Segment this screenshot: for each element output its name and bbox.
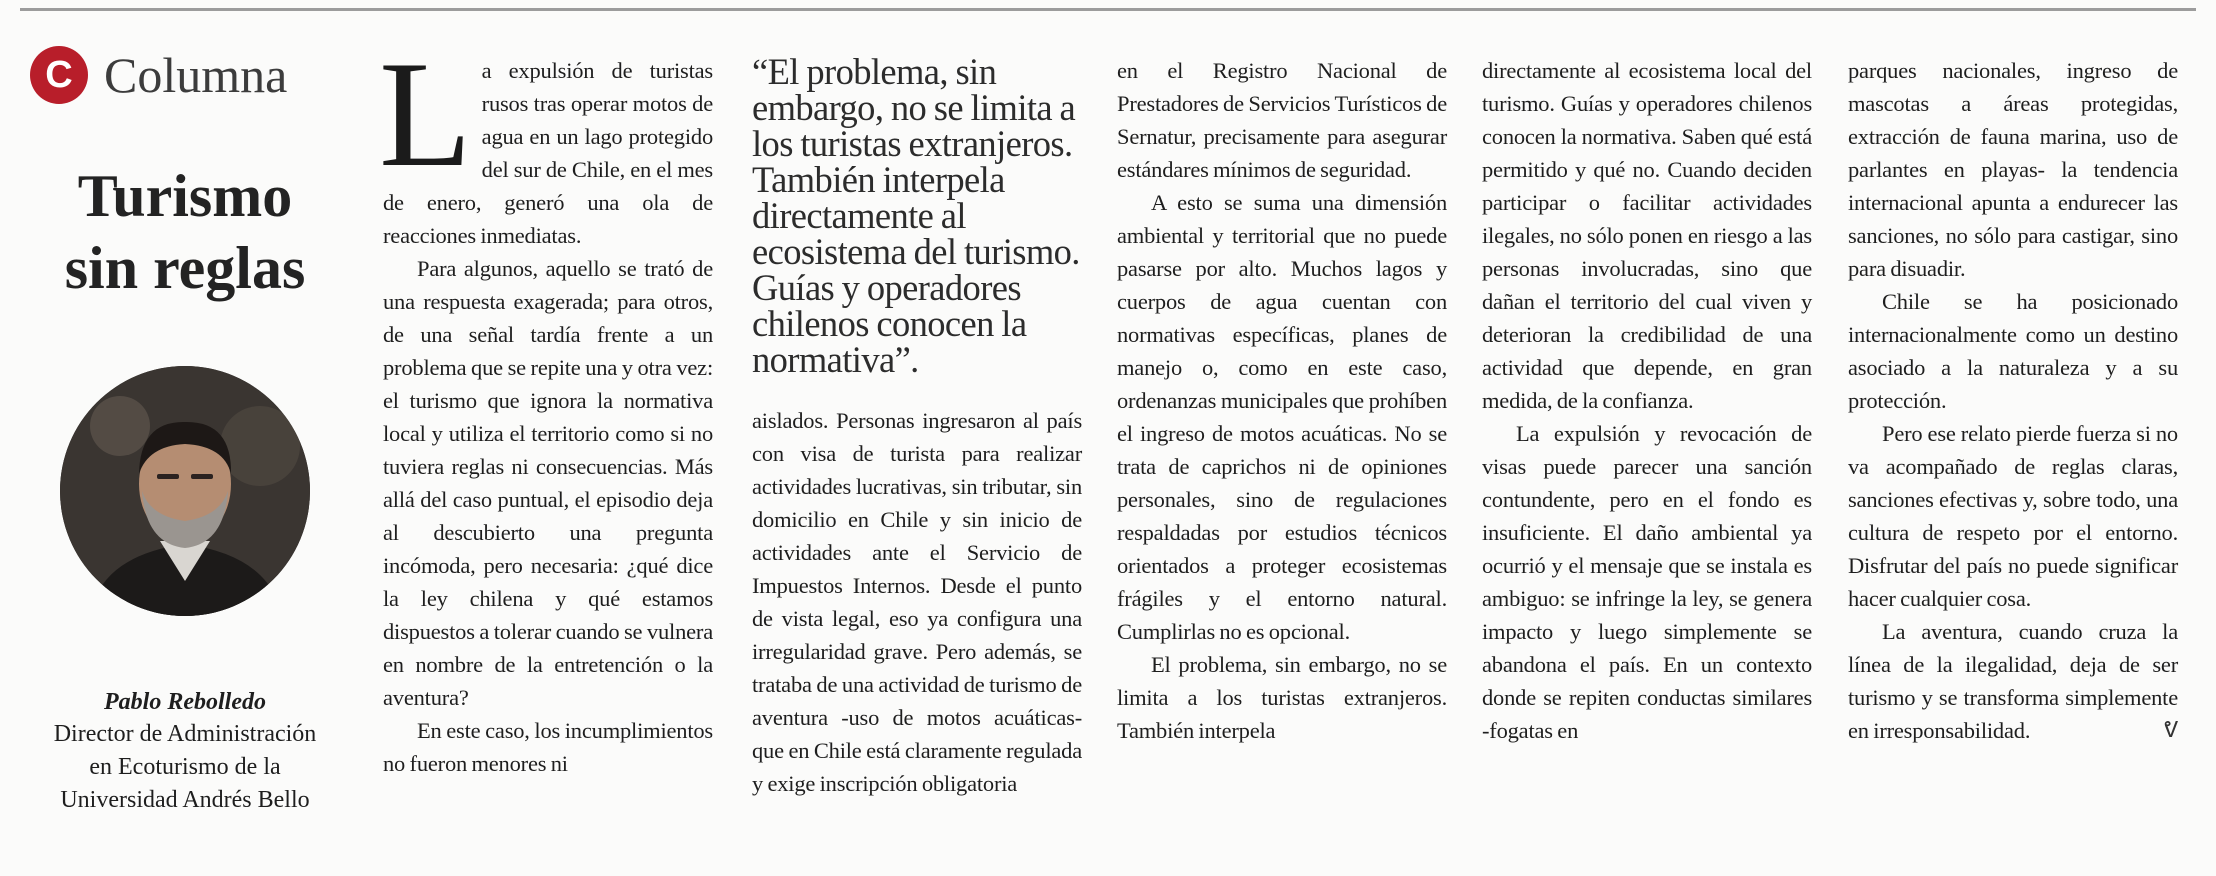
author-name: Pablo Rebolledo: [104, 689, 266, 715]
article-column-3: [1117, 54, 1447, 747]
pull-quote: “El problema, sin embargo, no se limita a los turistas extranjeros. También interpela directamente al ecosistema del turismo. Guías y operadores chilenos conocen la normativa”.: [752, 51, 1080, 380]
author-role-line-2: en Ecoturismo de la: [89, 754, 281, 780]
section-label: Columna: [104, 47, 288, 103]
paragraph-6-cont: parques nacionales, ingreso de mascotas a áreas protegidas, extracción de fauna marina, uso de parlantes en playas- la tendencia internacional apunta a endurecer las sanciones, no sólo para castigar, sino para disuadir.: [1848, 58, 2178, 281]
paragraph-7: Chile se ha posicionado internacionalmente como un destino asociado a la naturaleza y a su protección.: [1848, 289, 2178, 413]
headline-line-2: sin reglas: [64, 235, 306, 301]
drop-cap: L: [379, 30, 472, 198]
article-column-4: [1482, 54, 1812, 747]
column-sidebar: [20, 30, 350, 870]
end-mark-icon: ᕓ: [2163, 718, 2178, 743]
paragraph-4: A esto se suma una dimensión ambiental y territorial que no puede pasarse por alto. Muchos lagos y cuerpos de agua cuentan con normativas específicas, planes de manejo o, como en este caso, ordenanzas municipales que prohíben el ingreso de motos acuáticas. No se trata de caprichos ni de opiniones personales, sino de regulaciones respaldadas por estudios técnicos orientados a proteger ecosistemas frágiles y el entorno natural. Cumplirlas no es opcional.: [1117, 190, 1447, 644]
section-header: [20, 30, 350, 120]
author-photo: [60, 366, 310, 616]
paragraph-3-end: en el Registro Nacional de Prestadores de Servicios Turísticos de Sernatur, precisamente para asegurar estándares mínimos de seguridad.: [1117, 58, 1447, 182]
paragraph-5-start: El problema, sin embargo, no se limita a los turistas extranjeros. También interpela: [1117, 652, 1447, 743]
paragraph-6: La expulsión y revocación de visas puede parecer una sanción contundente, pero en el fondo es insuficiente. El daño ambiental ya ocurrió y el mensaje que se instala es ambiguo: se infringe la ley, se genera impacto y luego simplemente se abandona el país. En un contexto donde se repiten conductas similares -fogatas en: [1482, 421, 1812, 743]
top-rule: [20, 8, 2196, 11]
section-badge: C: [30, 46, 88, 104]
author-role: [20, 718, 350, 817]
paragraph-1: [379, 30, 713, 252]
paragraph-9-text: La aventura, cuando cruza la línea de la ilegalidad, deja de ser turismo y se transforma simplemente en irresponsabilidad.: [1848, 619, 2178, 743]
paragraph-2: Para algunos, aquello se trató de una respuesta exagerada; para otros, de una señal tardía frente a un problema que se repite una y otra vez: el turismo que ignora la normativa local y utiliza el territorio como si no tuviera reglas ni consecuencias. Más allá del caso puntual, el episodio deja al descubierto una pregunta incómoda, pero necesaria: ¿qué dice la ley chilena y qué estamos dispuestos a tolerar cuando se vulnera en nombre de la entretención o la aventura?: [383, 256, 713, 710]
headline-line-1: Turismo: [77, 163, 293, 229]
author-role-line-1: Director de Administración: [53, 721, 317, 747]
headline: [20, 160, 350, 304]
byline: [20, 686, 350, 817]
article-column-2: [752, 51, 1082, 800]
paragraph-3-start: En este caso, los incumplimientos no fueron menores ni: [383, 718, 713, 776]
article-column-5: [1848, 54, 2178, 747]
author-role-line-3: Universidad Andrés Bello: [60, 787, 310, 813]
article-column-1: [379, 30, 713, 780]
author-photo-illustration: [60, 366, 310, 616]
paragraph-8: Pero ese relato pierde fuerza si no va acompañado de reglas claras, sanciones efectivas y, sobre todo, una cultura de respeto por el entorno. Disfrutar del país no puede significar hacer cualquier cosa.: [1848, 421, 2178, 611]
paragraph-9: [1848, 615, 2178, 747]
paragraph-5-cont: directamente al ecosistema local del turismo. Guías y operadores chilenos conocen la normativa. Saben qué está permitido y qué no. Cuando deciden participar o facilitar actividades ilegales, no sólo ponen en riesgo a las personas involucradas, sino que dañan el territorio del cual viven y deterioran la credibilidad de una actividad que depende, en gran medida, de la confianza.: [1482, 58, 1812, 413]
paragraph-3-cont: aislados. Personas ingresaron al país con visa de turista para realizar actividades lucrativas, sin tributar, sin domicilio en Chile y sin inicio de actividades ante el Servicio de Impuestos Internos. Desde el punto de vista legal, eso ya configura una irregularidad grave. Pero además, se trataba de una actividad de turismo de aventura -uso de motos acuáticas- que en Chile está claramente regulada y exige inscripción obligatoria: [752, 408, 1082, 796]
paragraph-1-text: a expulsión de turistas rusos tras operar motos de agua en un lago protegido del sur de Chile, en el mes de enero, generó una ola de reacciones inmediatas.: [383, 58, 713, 248]
